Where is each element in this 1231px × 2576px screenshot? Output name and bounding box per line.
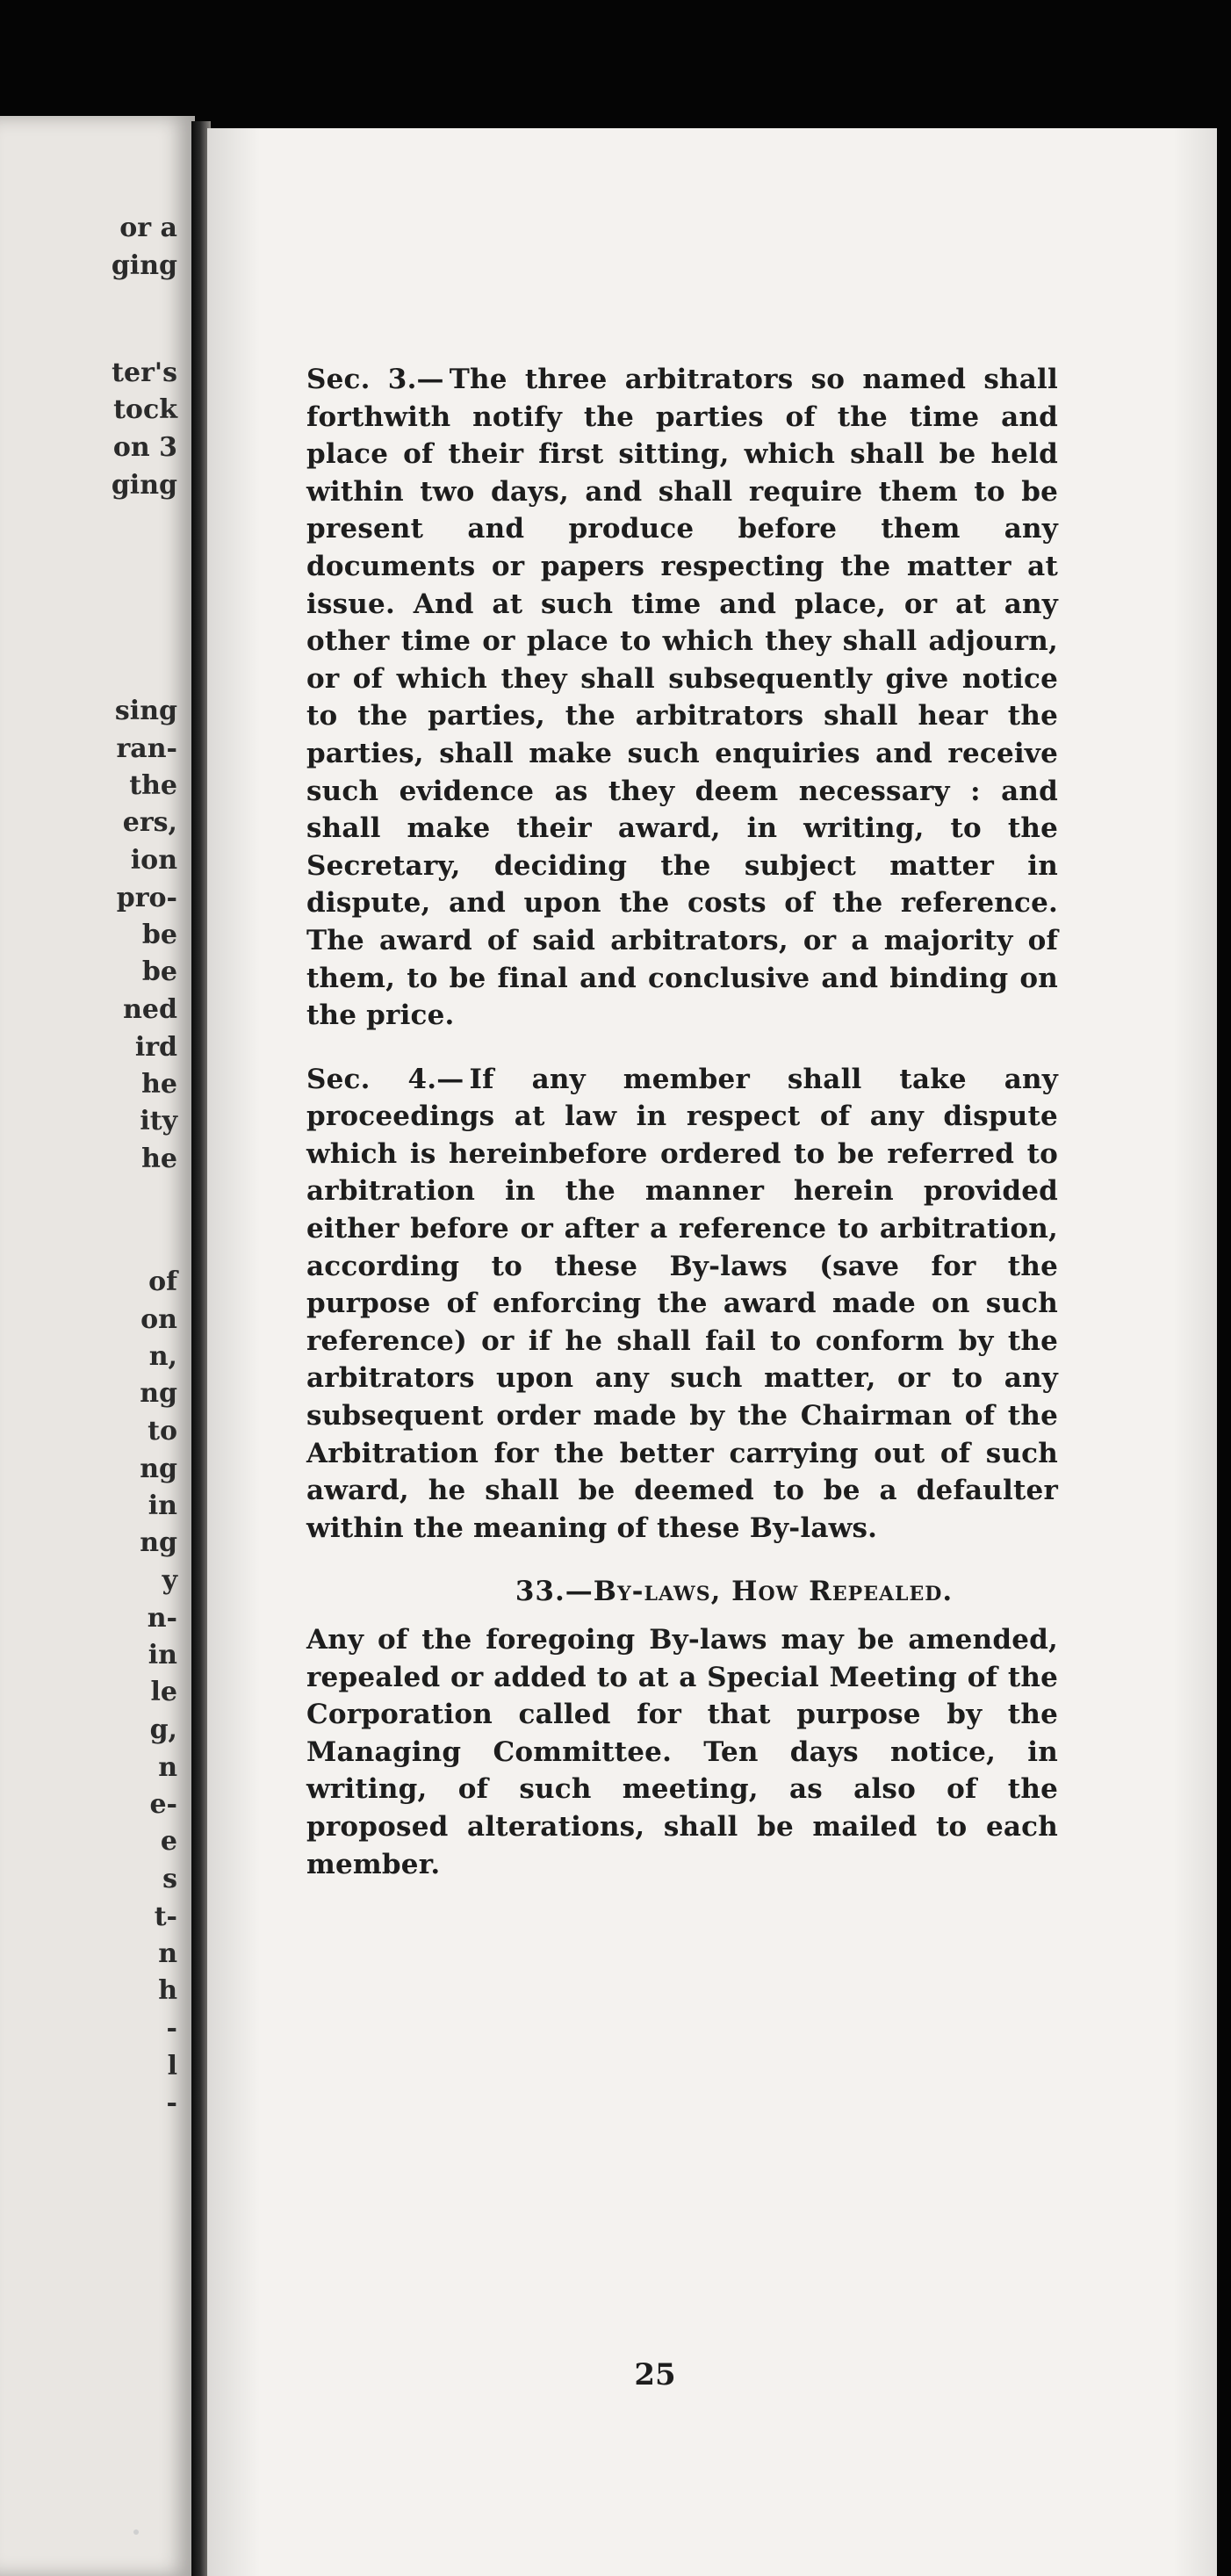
previous-page-text-fragment: n	[158, 1938, 177, 1969]
previous-page-text-fragment: to	[148, 1416, 177, 1447]
previous-page-text-fragment: le	[150, 1677, 177, 1707]
previous-page-text-fragment: ter's	[112, 357, 177, 388]
previous-page-text-fragment: h	[158, 1975, 177, 2006]
page-number: 25	[634, 2357, 676, 2392]
previous-page-text-fragment: pro-	[116, 883, 177, 913]
previous-page-text-fragment: ng	[140, 1378, 177, 1409]
previous-page-text-fragment: he	[141, 1069, 177, 1100]
dust-speck	[133, 2529, 139, 2535]
previous-page-text-fragment: on 3	[112, 432, 177, 463]
previous-page-text-fragment: ng	[140, 1527, 177, 1558]
previous-page-text-fragment: ird	[134, 1032, 177, 1063]
previous-page-text-fragment: ity	[140, 1106, 177, 1136]
previous-page-text-fragment: in	[148, 1490, 177, 1521]
previous-page-text-fragment: s	[162, 1864, 177, 1894]
section-4-label: Sec. 4.—	[306, 1063, 464, 1095]
previous-page-text-fragment: g,	[149, 1714, 177, 1745]
previous-page-text-fragment: e-	[149, 1789, 177, 1820]
previous-page-text-fragment: ran-	[116, 733, 177, 764]
section-4-text: If any member shall take any proceedings at law in respect of any dispute which is hereinbefore ordered to be referred to arbitration in the manner herein provided either before or after a reference to arbitration, according to these By-laws (save for the purpose of enforcing the award made on such reference) or if he shall fail to conform by the arbitrators upon any such matter, or to any subsequent order made by the Chairman of the Arbitration for the better carrying out of such award, he shall be deemed to be a defaulter within the meaning of these By-laws.	[306, 1063, 1058, 1544]
previous-page-text-fragment: ging	[111, 250, 177, 281]
section-3-label: Sec. 3.—	[306, 364, 444, 395]
section-3-text: The three arbitrators so named shall forthwith notify the parties of the time and place of their first sitting, which shall be held within two days, and shall require them to be present and produce before them any documents or papers respecting the matter at issue. And at such time and place, or at any other time or place to which they shall adjourn, or of which they shall subsequently give notice to the parties, the arbitrators shall hear the parties, shall make such enquiries and receive such evidence as they deem necessary : and shall make their award, in writing, to the Secretary, deciding the subject matter in dispute, and upon the costs of the reference. The award of said arbitrators, or a majority of them, to be final and conclusive and binding on the price.	[306, 364, 1058, 1032]
section-33-heading: 33.—By-laws, How Repealed.	[515, 1576, 954, 1608]
previous-page-text-fragment: on	[140, 1304, 177, 1335]
section-3-paragraph	[306, 361, 1058, 1035]
previous-page-text-fragment: the	[129, 770, 177, 801]
previous-page-text-fragment: n,	[148, 1341, 177, 1372]
repeal-paragraph: Any of the foregoing By-laws may be amended, repealed or added to at a Special Meeting of the Corporation called for that purpose by the Managing Committee. Ten days notice, in writing, of such meeting, as also of the proposed alterations, shall be mailed to each member.	[306, 1624, 1058, 1880]
previous-page-text-fragment: e	[160, 1826, 177, 1857]
previous-page-text-fragment: be	[141, 920, 177, 950]
previous-page-text-fragment: tock	[113, 394, 177, 425]
previous-page-text-fragment: ging	[111, 470, 177, 501]
previous-page-text-fragment: ers,	[122, 807, 177, 838]
previous-page-text-fragment: in	[148, 1640, 177, 1670]
previous-page-text-fragment: y	[162, 1565, 177, 1596]
section-4-paragraph	[306, 1061, 1058, 1548]
page-25	[207, 128, 1217, 2576]
previous-page-text-fragment: ng	[140, 1454, 177, 1484]
previous-page-text-fragment: l	[167, 2051, 177, 2082]
previous-page-text-fragment: of	[148, 1266, 177, 1297]
page-body-text	[306, 361, 1058, 1909]
previous-page-text-fragment: -	[166, 2013, 177, 2044]
previous-page-text-fragment: ion	[130, 845, 177, 876]
previous-page-text-fragment: -	[166, 2088, 177, 2118]
previous-page-text-fragment: or a	[119, 213, 177, 243]
previous-page-text-fragment: sing	[114, 696, 177, 726]
previous-page-text-fragment: n-	[147, 1603, 177, 1634]
previous-page-edge	[0, 116, 195, 2576]
previous-page-text-fragment: be	[141, 956, 177, 987]
previous-page-text-fragment: he	[141, 1144, 177, 1174]
previous-page-text-fragment: t-	[154, 1901, 177, 1932]
previous-page-text-fragment: ned	[123, 994, 177, 1025]
previous-page-text-fragment: n	[158, 1752, 177, 1783]
